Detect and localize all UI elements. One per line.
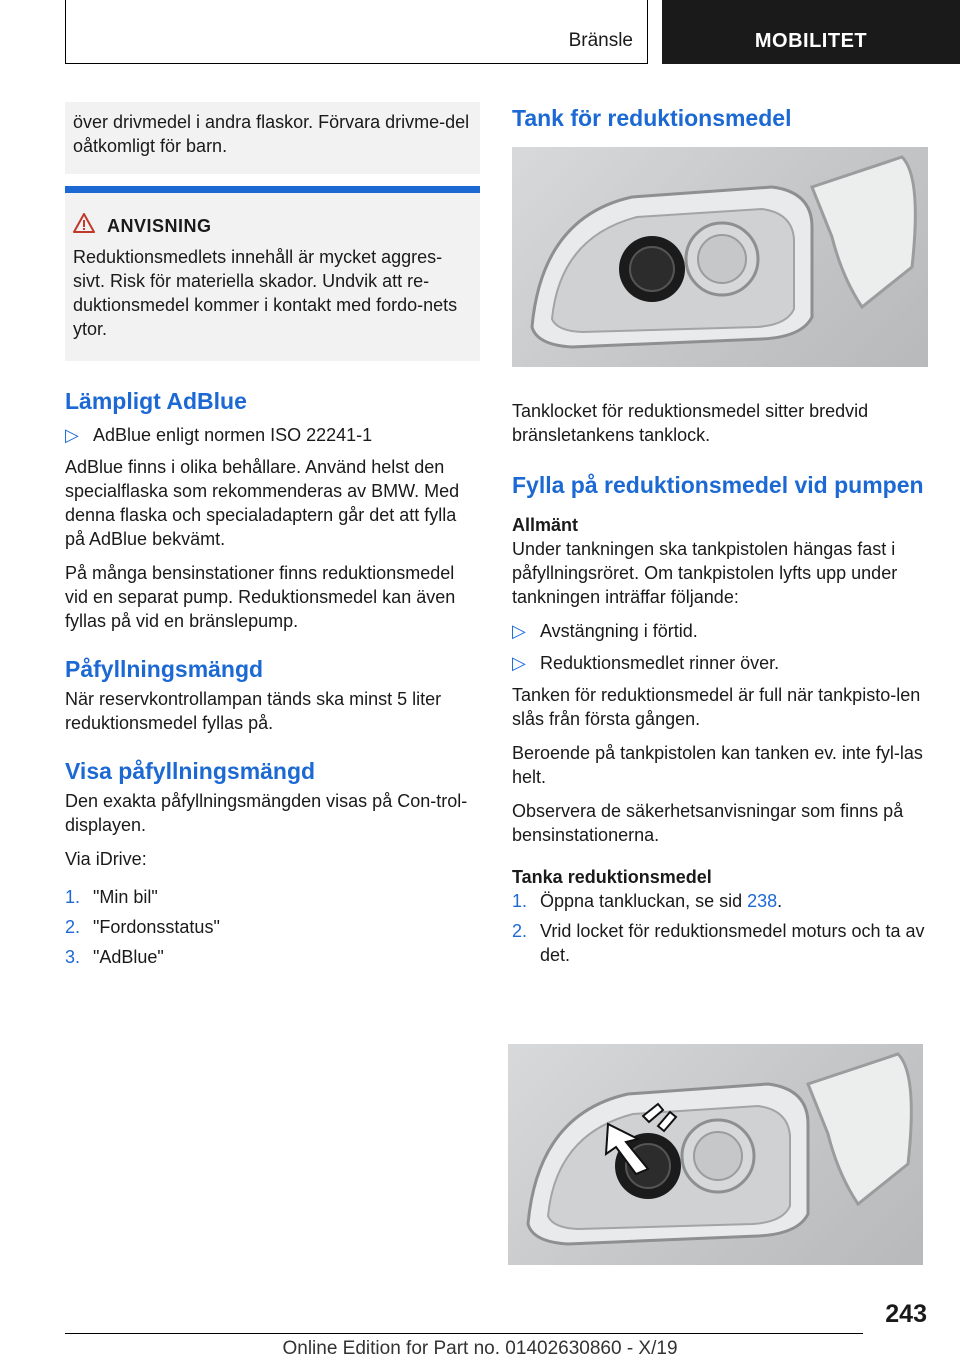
step-number: 1.	[512, 891, 528, 911]
paragraph: Den exakta påfyllningsmängden visas på Con-trol-displayen.	[65, 791, 468, 835]
photo-caption: Tanklocket för reduktionsmedel sitter bredvid bränsletankens tanklock.	[512, 401, 869, 445]
heading-adblue: Lämpligt AdBlue	[65, 388, 247, 414]
chapter-title: Bränsle	[568, 30, 633, 51]
page-number: 243	[885, 1300, 927, 1328]
paragraph: Tanken för reduktionsmedel är full när tankpisto-len slås från första gången.	[512, 685, 921, 729]
notice-box	[65, 193, 480, 361]
step-text: "Fordonsstatus"	[93, 917, 220, 937]
heading-amount: Påfyllningsmängd	[65, 656, 264, 682]
notice-heading	[73, 213, 472, 239]
paragraph: På många bensinstationer finns reduktionsmedel vid en separat pump. Reduktionsmedel kan även fyllas på vid en bränslepump.	[65, 563, 456, 631]
step-number: 2.	[512, 921, 528, 941]
triangle-bullet-icon: ▷	[512, 621, 526, 641]
list-item	[512, 651, 932, 675]
step-text: Öppna tankluckan, se sid 238.	[540, 891, 783, 911]
notice-title: ANVISNING	[107, 216, 212, 236]
page-link[interactable]: 238	[747, 891, 778, 911]
paragraph: Via iDrive:	[65, 849, 147, 869]
list-item	[65, 945, 480, 969]
heading-tank: Tank för reduktionsmedel	[512, 105, 792, 131]
heading-fill: Fylla på reduktionsmedel vid pumpen	[512, 472, 924, 498]
notice-text: Reduktionsmedlets innehåll är mycket aggres-sivt. Risk för materiella skador. Undvik att re-duktionsmedel kommer i kontakt med fordo-nets ytor.	[73, 247, 458, 339]
list-item	[512, 919, 932, 967]
notice-bar	[65, 186, 480, 193]
list-item-text: Avstängning i förtid.	[540, 621, 698, 641]
step-text: "AdBlue"	[93, 947, 164, 967]
list-item	[65, 915, 480, 939]
list-item	[512, 619, 932, 643]
tank-cap-arrow-photo	[508, 1044, 923, 1265]
step-text: Vrid locket för reduktionsmedel moturs och ta av det.	[540, 921, 925, 965]
chapter-header	[65, 0, 648, 64]
intro-text: över drivmedel i andra flaskor. Förvara drivme-del oåtkomligt för barn.	[73, 112, 470, 156]
step-number: 3.	[65, 947, 81, 967]
section-tab: MOBILITET	[662, 0, 960, 64]
paragraph: Beroende på tankpistolen kan tanken ev. inte fyl-las helt.	[512, 743, 923, 787]
warning-icon	[73, 213, 107, 239]
paragraph: Observera de säkerhetsanvisningar som finns på bensinstationerna.	[512, 801, 904, 845]
footer-edition: Online Edition for Part no. 01402630860 - X/19	[282, 1338, 678, 1359]
intro-box	[65, 102, 480, 174]
paragraph: Under tankningen ska tankpistolen hängas fast i påfyllningsröret. Om tankpistolen lyfts upp under tankningen inträffar följande:	[512, 539, 898, 607]
triangle-bullet-icon: ▷	[65, 425, 79, 445]
paragraph: AdBlue finns i olika behållare. Använd helst den specialflaska som rekommenderas av BMW. Med denna flaska och specialadaptern går det att fylla på AdBlue bekvämt.	[65, 457, 460, 549]
step-number: 1.	[65, 887, 81, 907]
heading-show-amount: Visa påfyllningsmängd	[65, 758, 316, 784]
tank-cap-photo	[512, 147, 928, 367]
paragraph: När reservkontrollampan tänds ska minst 5 liter reduktionsmedel fyllas på.	[65, 689, 442, 733]
subheading-general: Allmänt	[512, 515, 579, 535]
triangle-bullet-icon: ▷	[512, 653, 526, 673]
list-item	[65, 423, 480, 447]
list-item	[65, 885, 480, 909]
list-item	[512, 889, 932, 913]
footer-divider	[65, 1333, 863, 1334]
list-item-text: AdBlue enligt normen ISO 22241-1	[93, 425, 373, 445]
step-text: "Min bil"	[93, 887, 158, 907]
left-column	[65, 102, 480, 975]
subheading-refuel: Tanka reduktionsmedel	[512, 867, 712, 887]
step-number: 2.	[65, 917, 81, 937]
list-item-text: Reduktionsmedlet rinner över.	[540, 653, 780, 673]
